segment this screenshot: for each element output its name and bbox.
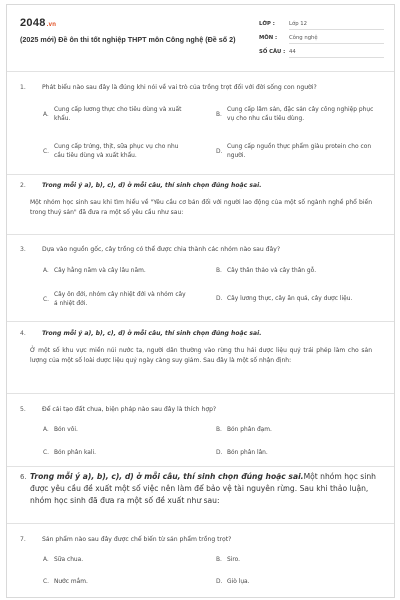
option-text: Cung cấp nguồn thực phẩm giàu protein cho con người. (227, 144, 372, 159)
question-number: 5. (20, 406, 26, 413)
option-letter: D. (216, 450, 223, 456)
question-number: 7. (20, 536, 26, 543)
page-title: (2025 mới) Đề ôn thi tốt nghiệp THPT môn Công nghệ (Đề số 2) (20, 35, 236, 44)
question-number: 2. (20, 182, 26, 189)
question-number: 4. (20, 330, 26, 337)
meta-class-value: Lớp 12 (289, 21, 384, 30)
option-letter: C. (43, 297, 49, 303)
divider (7, 523, 394, 524)
option-text: Cây hằng năm và cây lâu năm. (54, 268, 146, 274)
question-6-text (30, 471, 380, 507)
option-text: Cung cấp lương thực cho tiêu dùng và xuất khẩu. (54, 107, 182, 122)
option-text: Siro. (227, 557, 241, 563)
option-letter: C. (43, 579, 49, 585)
option-text: Cây lương thực, cây ăn quả, cây dược liệu. (227, 296, 353, 302)
question-text: Phát biểu nào sau đây là đúng khi nói về vai trò của trồng trọt đối với đời sống con người? (42, 84, 317, 91)
question-passage: Một nhóm học sinh sau khi tìm hiểu về "Yêu cầu cơ bản đối với người lao động của một số ngành nghề phổ biến trong thuỷ sản" đã đưa ra một số yêu cầu như sau: (30, 199, 372, 216)
option-letter: D. (216, 296, 223, 302)
brand-suffix: .vn (46, 22, 57, 28)
divider (7, 393, 394, 394)
option-letter: B. (216, 268, 222, 274)
option-text: Sữa chua. (54, 557, 84, 563)
option-text: Cung cấp lâm sản, đặc sản cây công nghiệp phục vụ cho nhu cầu tiêu dùng. (227, 107, 374, 122)
question-instruction: Trong mỗi ý a), b), c), d) ở mỗi câu, thí sinh chọn đúng hoặc sai. (42, 330, 262, 337)
option-text: Giò lụa. (227, 579, 250, 585)
option-text: Bón phân kali. (54, 450, 97, 456)
question-text: Để cải tạo đất chua, biện pháp nào sau đây là thích hợp? (42, 406, 217, 413)
question-text: Dựa vào nguồn gốc, cây trồng có thể được chia thành các nhóm nào sau đây? (42, 246, 281, 253)
question-number: 3. (20, 246, 26, 253)
option-letter: C. (43, 149, 49, 155)
divider (7, 321, 394, 322)
question-number: 1. (20, 84, 26, 91)
meta-count-label: SỐ CÂU : (259, 49, 286, 55)
divider (7, 234, 394, 235)
option-letter: B. (216, 557, 222, 563)
option-letter: A. (43, 557, 49, 563)
option-text: Cây thân thảo và cây thân gỗ. (227, 268, 317, 274)
option-text: Cây ôn đới, nhóm cây nhiệt đới và nhóm cây á nhiệt đới. (54, 292, 186, 307)
option-letter: C. (43, 450, 49, 456)
question-passage: Một nhóm học sinh được yêu cầu đề xuất một số việc nên làm để bảo vệ tài nguyên rừng. Sau khi thảo luận, nhóm học sinh đã đưa ra một số đề xuất như sau: (30, 472, 376, 505)
brand-name: 2048 (20, 17, 46, 29)
option-text: Nước mắm. (54, 579, 88, 585)
option-letter: A. (43, 427, 49, 433)
question-text: Sản phẩm nào sau đây được chế biến từ sản phẩm trồng trọt? (42, 536, 232, 543)
option-text: Cung cấp trứng, thịt, sữa phục vụ cho nhu cầu tiêu dùng và xuất khẩu. (54, 144, 179, 159)
page-header (7, 5, 394, 69)
divider (7, 174, 394, 175)
option-text: Bón phân đạm. (227, 427, 272, 433)
option-letter: D. (216, 149, 223, 155)
divider (7, 466, 394, 467)
option-letter: D. (216, 579, 223, 585)
meta-class-label: LỚP : (259, 21, 275, 27)
option-letter: A. (43, 112, 49, 118)
divider (7, 71, 394, 72)
option-text: Bón phân lân. (227, 450, 268, 456)
option-letter: B. (216, 427, 222, 433)
exam-page (6, 4, 395, 598)
question-instruction: Trong mỗi ý a), b), c), d) ở mỗi câu, thí sinh chọn đúng hoặc sai. (42, 182, 262, 189)
option-letter: B. (216, 112, 222, 118)
question-passage: Ở một số khu vực miền núi nước ta, người dân thường vào rừng thu hái dược liệu quý trái phép làm cho sản lượng của một số loài dược liệu quý ngày càng suy giảm. Sau đây là một số nhận định: (30, 347, 372, 364)
brand-logo[interactable] (20, 17, 56, 29)
question-instruction: Trong mỗi ý a), b), c), d) ở mỗi câu, thí sinh chọn đúng hoặc sai. (30, 472, 304, 481)
meta-subject-label: MÔN : (259, 35, 278, 41)
option-text: Bón vôi. (54, 427, 78, 433)
meta-count-value: 44 (289, 49, 384, 58)
question-number: 6. (20, 473, 27, 481)
meta-subject-value: Công nghệ (289, 35, 384, 44)
option-letter: A. (43, 268, 49, 274)
